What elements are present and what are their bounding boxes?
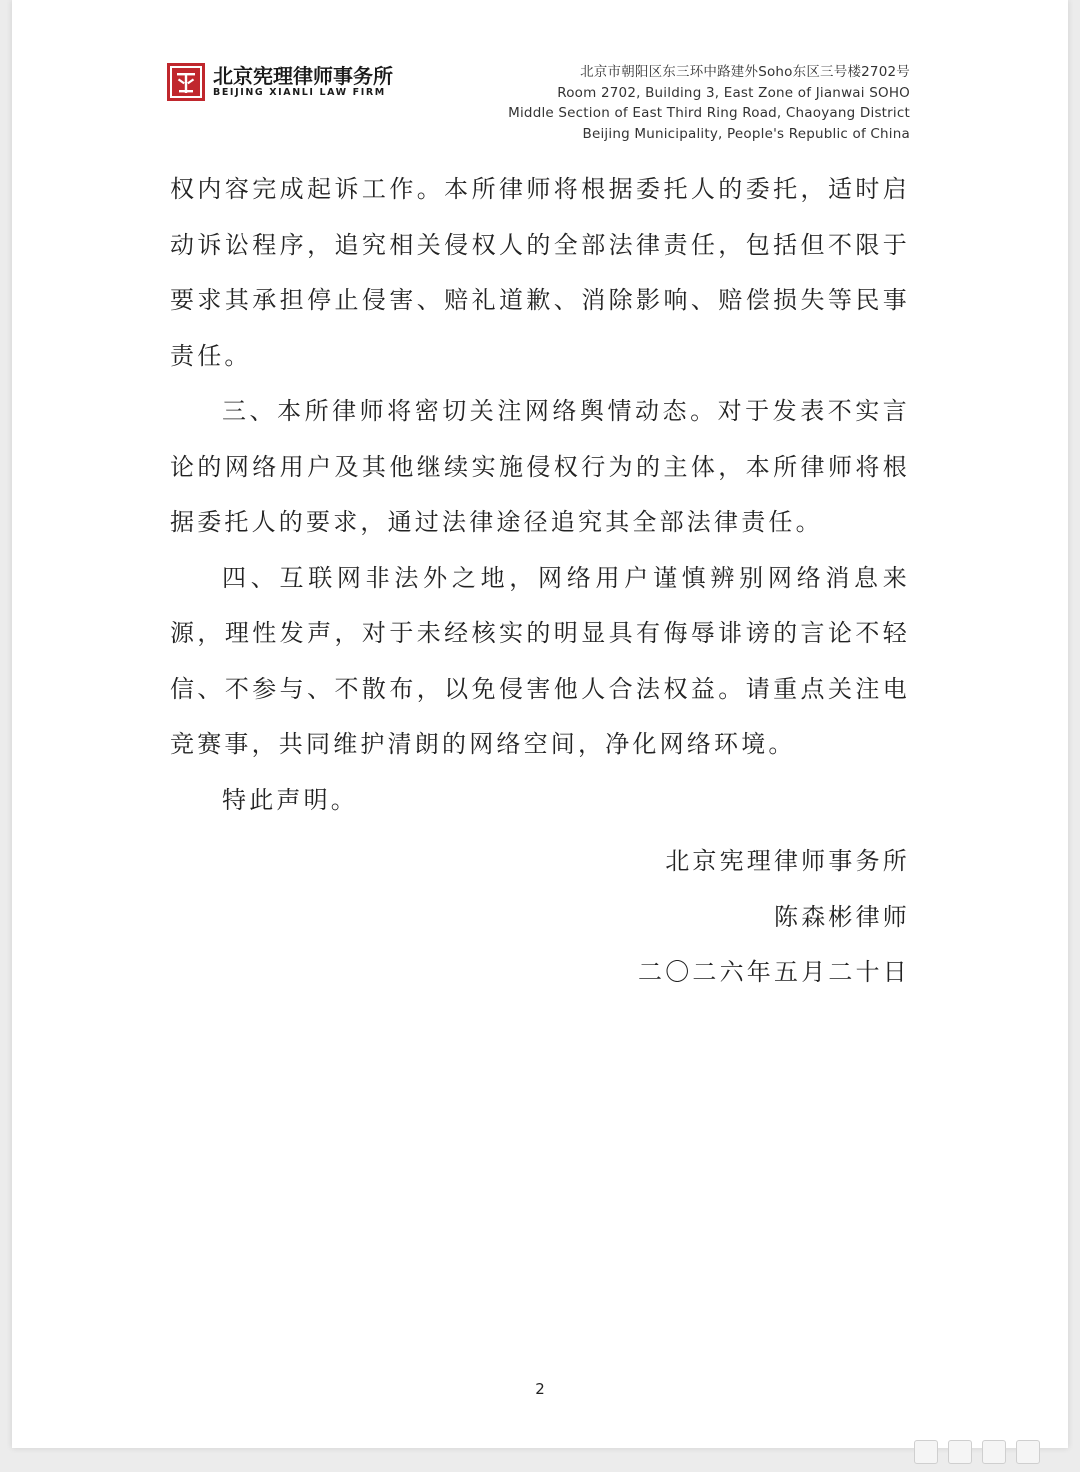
firm-address <box>508 62 910 144</box>
closing-line: 特此声明。 <box>222 785 358 814</box>
page-number: 2 <box>535 1380 545 1398</box>
statement-body <box>170 162 910 828</box>
firm-logo-icon <box>167 63 205 101</box>
address-line: Beijing Municipality, People's Republic of China <box>582 125 910 142</box>
page-indicator-dot[interactable] <box>982 1440 1006 1464</box>
address-line: Room 2702, Building 3, East Zone of Jianwai SOHO <box>557 84 910 101</box>
body-paragraph: 三、本所律师将密切关注网络舆情动态。对于发表不实言论的网络用户及其他继续实施侵权行为的主体，本所律师将根据委托人的要求，通过法律途径追究其全部法律责任。 <box>170 397 910 536</box>
document-page <box>12 0 1068 1448</box>
page-indicator <box>914 1440 1040 1464</box>
body-paragraph: 权内容完成起诉工作。本所律师将根据委托人的委托，适时启动诉讼程序，追究相关侵权人的全部法律责任，包括但不限于要求其承担停止侵害、赔礼道歉、消除影响、赔偿损失等民事责任。 <box>170 175 910 370</box>
page-indicator-dot[interactable] <box>948 1440 972 1464</box>
address-line: Middle Section of East Third Ring Road, Chaoyang District <box>508 105 910 121</box>
signature-block <box>638 834 910 1001</box>
address-line: 北京市朝阳区东三环中路建外Soho东区三号楼2702号 <box>580 64 910 80</box>
signature-lawyer: 陈森彬律师 <box>774 902 910 931</box>
signature-date: 二〇二六年五月二十日 <box>638 958 910 986</box>
body-paragraph: 四、互联网非法外之地，网络用户谨慎辨别网络消息来源，理性发声，对于未经核实的明显具有侮辱诽谤的言论不轻信、不参与、不散布，以免侵害他人合法权益。请重点关注电竞赛事，共同维护清朗的网络空间，净化网络环境。 <box>170 563 910 758</box>
page-indicator-dot[interactable] <box>914 1440 938 1464</box>
firm-logo <box>167 63 393 101</box>
firm-name-en: BEIJING XIANLI LAW FIRM <box>213 87 386 98</box>
page-indicator-dot[interactable] <box>1016 1440 1040 1464</box>
signature-firm: 北京宪理律师事务所 <box>665 847 910 875</box>
firm-name-cn: 北京宪理律师事务所 <box>213 64 393 88</box>
